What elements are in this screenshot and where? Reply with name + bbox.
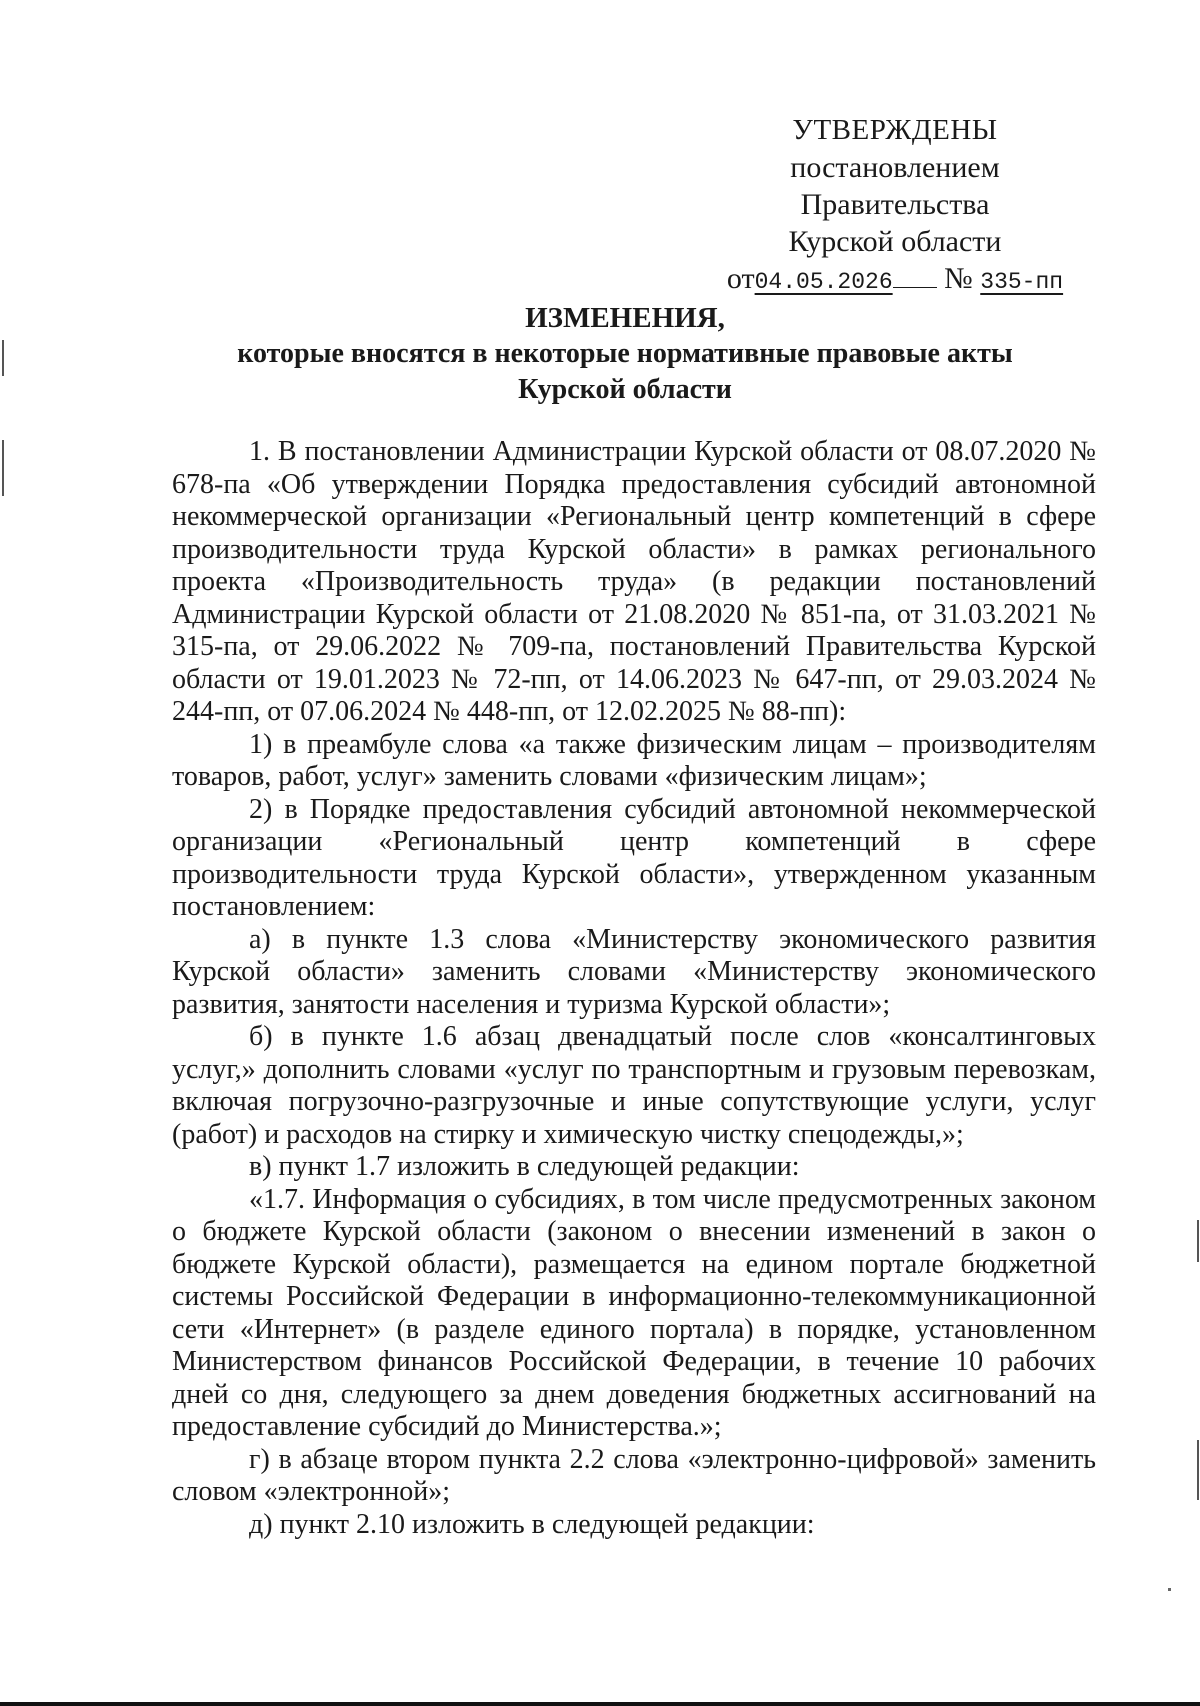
scan-edge-mark [2, 340, 4, 376]
paragraph-4: а) в пункте 1.3 слова «Министерству экономического развития Курской области» заменить словами «Министерству экономического развития, занятости населения и туризма Курской области»; [172, 923, 1096, 1020]
title-subheading: которые вносятся в некоторые нормативные правовые акты [237, 338, 1013, 369]
paragraph-3: 2) в Порядке предоставления субсидий автономной некоммерческой организации «Региональный центр компетенций в сфере производительности труда Курской области», утвержденном указанным постановлением: [172, 793, 1096, 922]
paragraph-6: в) пункт 1.7 изложить в следующей редакции: [249, 1151, 800, 1182]
paragraph-9: д) пункт 2.10 изложить в следующей редакции: [249, 1508, 815, 1540]
document-body [172, 436, 1096, 1541]
approval-stamp [695, 112, 1095, 301]
scan-edge-mark [1197, 1440, 1199, 1500]
scan-edge-mark [1197, 1220, 1199, 1262]
approval-authority: постановлением Правительства [790, 151, 1000, 221]
scan-bottom-edge [0, 1702, 1200, 1706]
approval-number: 335-пп [980, 269, 1064, 295]
approval-date-line [695, 260, 1095, 301]
scan-speck [1168, 1588, 1171, 1591]
document-title [170, 300, 1080, 408]
approval-heading: УТВЕРЖДЕНЫ [792, 114, 998, 146]
paragraph-8: г) в абзаце втором пункта 2.2 слова «электронно-цифровой» заменить словом «электронной»; [172, 1443, 1096, 1507]
title-heading: ИЗМЕНЕНИЯ, [525, 302, 725, 334]
approval-date: 04.05.2026 [754, 269, 893, 295]
paragraph-7: «1.7. Информация о субсидиях, в том числе предусмотренных законом о бюджете Курской области (законом о внесении изменений в закон о бюджете Курской области), размещается на едином портале бюджетной системы Российской Федерации в информационно-телекоммуникационной сети «Интернет» (в разделе единого портала) в порядке, установленном Министерством финансов Российской Федерации, в течение 10 рабочих дней со дня, следующего за днем доведения бюджетных ассигнований на предоставление субсидий до Министерства.»; [172, 1183, 1096, 1442]
scan-edge-mark [2, 440, 4, 496]
number-prefix: № [944, 262, 973, 295]
paragraph-5: б) в пункте 1.6 абзац двенадцатый после слов «консалтинговых услуг,» дополнить словами «услуг по транспортным и грузовым перевозкам, включая погрузочно-разгрузочные и иные сопутствующие услуги, услуг (работ) и расходов на стирку и химическую чистку спецодежды,»; [172, 1021, 1096, 1150]
date-prefix: от [726, 262, 755, 295]
approval-region: Курской области [788, 225, 1002, 258]
paragraph-2: 1) в преамбуле слова «а также физическим лицам – производителям товаров, работ, услуг» заменить словами «физическим лицам»; [172, 728, 1096, 792]
date-underline [893, 286, 937, 288]
title-region: Курской области [518, 374, 732, 405]
paragraph-1: 1. В постановлении Администрации Курской области от 08.07.2020 № 678-па «Об утверждении Порядка предоставления субсидий автономной некоммерческой организации «Региональный центр компетенций в сфере производительности труда Курской области» в рамках регионального проекта «Производительность труда» (в редакции постановлений Администрации Курской области от 21.08.2020 № 851-па, от 31.03.2021 № 315-па, от 29.06.2022 № 709-па, постановлений Правительства Курской области от 19.01.2023 № 72-пп, от 14.06.2023 № 647-пп, от 29.03.2024 № 244-пп, от 07.06.2024 № 448-пп, от 12.02.2025 № 88-пп): [172, 436, 1096, 727]
